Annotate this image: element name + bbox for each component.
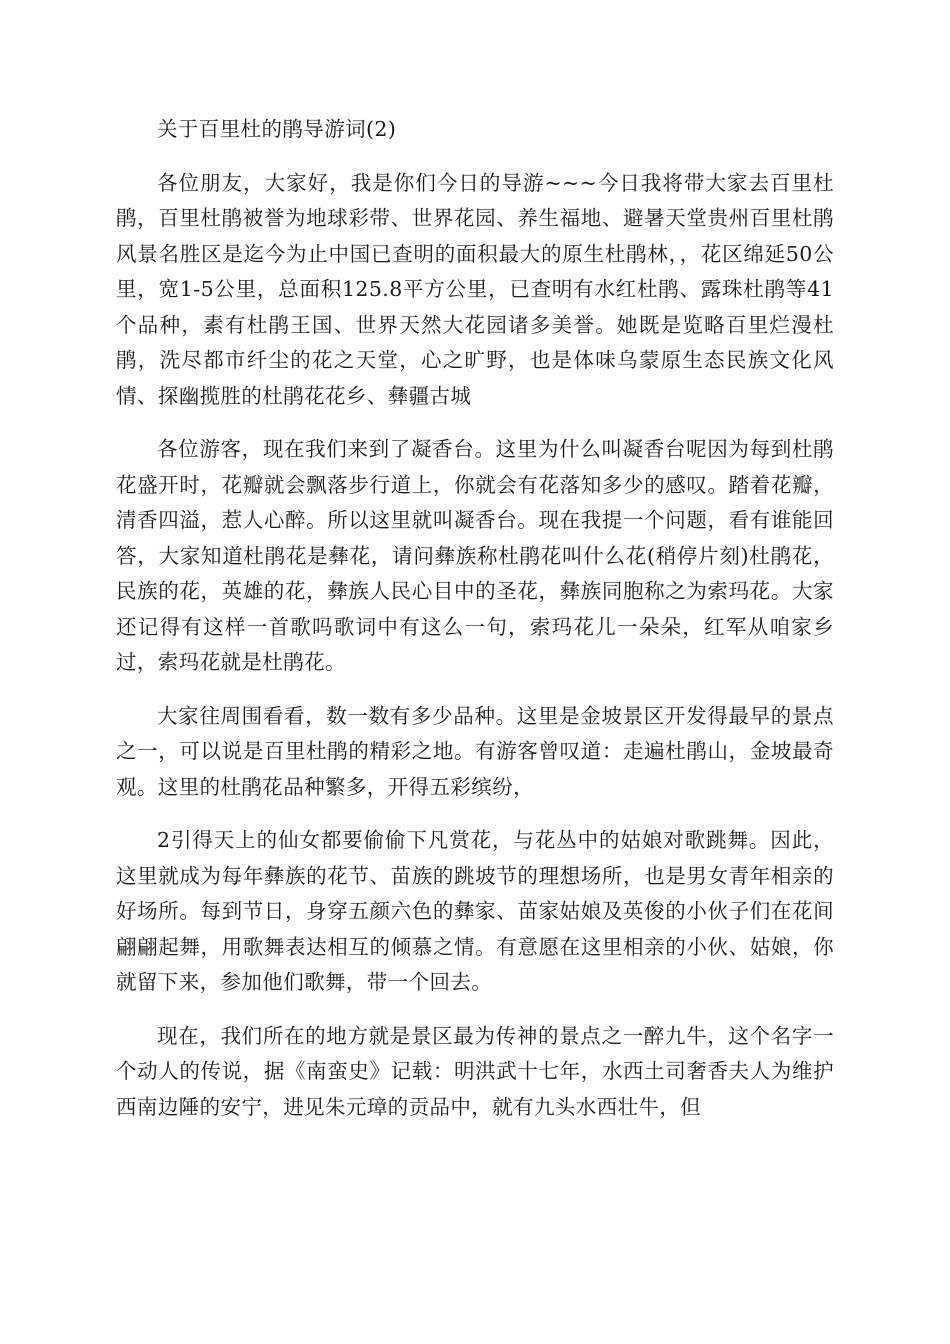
paragraph-jinpo: 大家往周围看看，数一数有多少品种。这里是金坡景区开发得最早的景点之一，可以说是百里杜鹃的精彩之地。有游客曾叹道：走遍杜鹃山，金坡最奇观。这里的杜鹃花品种繁多，开得五彩缤纷，	[116, 703, 834, 799]
paragraph-intro: 各位朋友，大家好，我是你们今日的导游~~~今日我将带大家去百里杜鹃，百里杜鹃被誉为地球彩带、世界花园、养生福地、避暑天堂贵州百里杜鹃风景名胜区是迄今为止中国已查明的面积最大的原生杜鹃林，，花区绵延50公里，宽1-5公里，总面积125.8平方公里，已查明有水红杜鹃、露珠杜鹃等41个品种，素有杜鹃王国、世界天然大花园诸多美誉。她既是览略百里烂漫杜鹃，洗尽都市纤尘的花之天堂，心之旷野，也是体味乌蒙原生态民族文化风情、探幽揽胜的杜鹃花花乡、彝疆古城	[116, 170, 834, 408]
document-title: 关于百里杜的鹃导游词(2)	[157, 117, 397, 141]
paragraph-festival: 2引得天上的仙女都要偷偷下凡赏花，与花丛中的姑娘对歌跳舞。因此，这里就成为每年彝族的花节、苗族的跳坡节的理想场所，也是男女青年相亲的好场所。每到节日，身穿五颜六色的彝家、苗家姑娘及英俊的小伙子们在花间翩翩起舞，用歌舞表达相互的倾慕之情。有意愿在这里相亲的小伙、姑娘，你就留下来，参加他们歌舞，带一个回去。	[116, 828, 834, 994]
paragraph-zuijiuniu: 现在，我们所在的地方就是景区最为传神的景点之一醉九牛，这个名字一个动人的传说，据《南蛮史》记载：明洪武十七年，水西土司奢香夫人为维护西南边陲的安宁，进见朱元璋的贡品中，就有九头水西壮牛，但	[116, 1023, 834, 1119]
paragraph-ningxiangtai: 各位游客，现在我们来到了凝香台。这里为什么叫凝香台呢因为每到杜鹃花盛开时，花瓣就会飘落步行道上，你就会有花落知多少的感叹。踏着花瓣，清香四溢，惹人心醉。所以这里就叫凝香台。现在我提一个问题，看有谁能回答，大家知道杜鹃花是彝花，请问彝族称杜鹃花叫什么花(稍停片刻)杜鹃花，民族的花，英雄的花，彝族人民心目中的圣花，彝族同胞称之为索玛花。大家还记得有这样一首歌吗歌词中有这么一句，索玛花儿一朵朵，红军从咱家乡过，索玛花就是杜鹃花。	[116, 437, 834, 674]
document-body	[116, 112, 834, 1143]
